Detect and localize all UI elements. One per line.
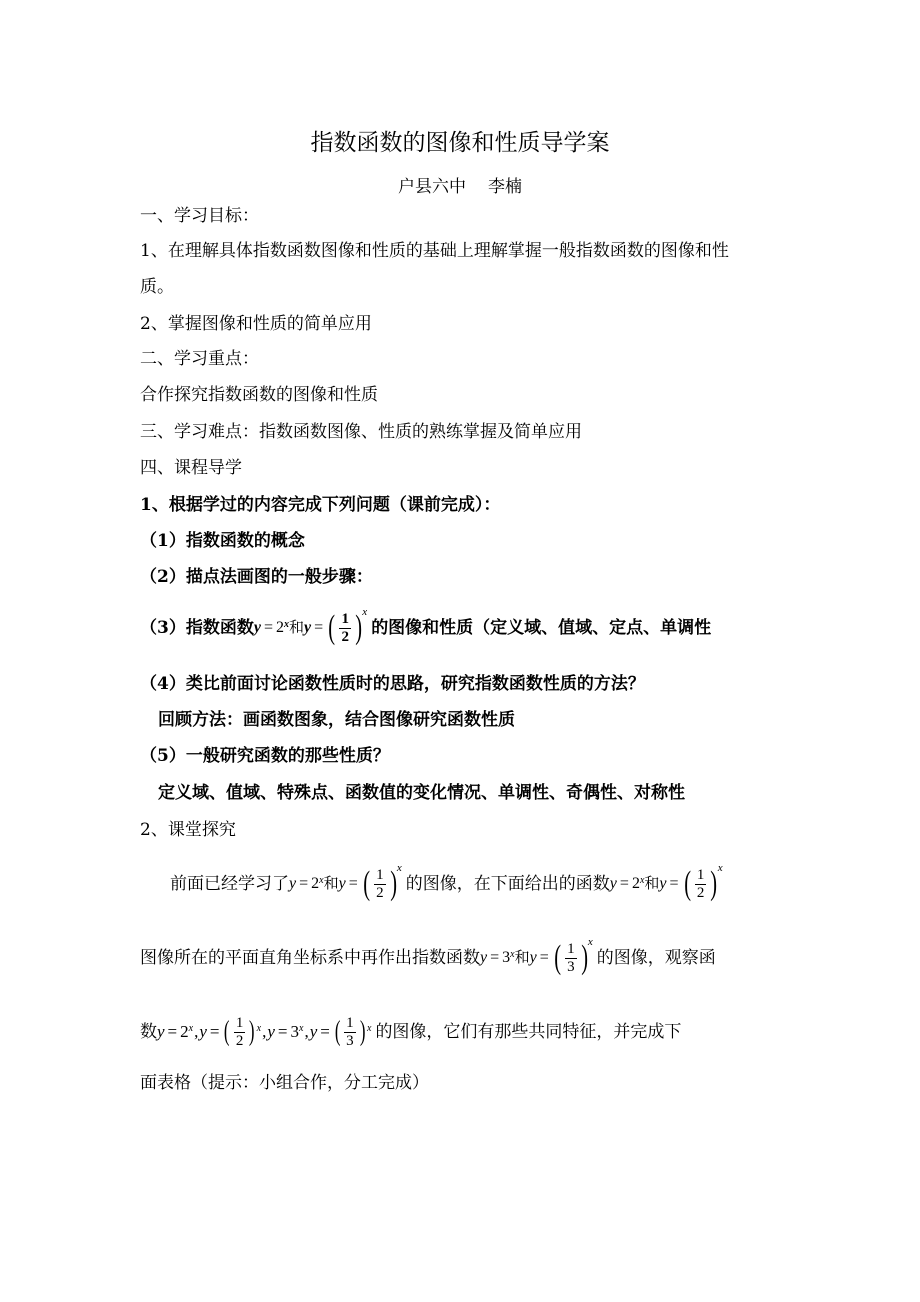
paragraph-line-2: 图像所在的平面直角坐标系中再作出指数函数 y = 3 $^x$ 和 y = ( $\frac{1}{3}$ ) x 的图像，观察函 [140, 936, 716, 976]
paragraph-line-1: 前面已经学习了 y = 2 $^x$ 和 y = ( $\frac{1}{2}$ ) x 的图像，在下面给出的函数 y = 2 $^x$ 和 y = ( $\frac{1}{2}$ ) x [170, 862, 723, 902]
formula-y-2x-and-half-x-b: y = 2 $^x$ 和 y = ( $\frac{1}{2}$ ) x [609, 862, 723, 902]
goal-1-line-a: 1、在理解具体指数函数图像和性质的基础上理解掌握一般指数函数的图像和性 [140, 241, 729, 261]
guide-heading: 四、课程导学 [140, 458, 242, 478]
class-heading: 2、课堂探究 [140, 820, 236, 840]
q3-prefix: （3）指数函数 [140, 618, 254, 638]
goal-2: 2、掌握图像和性质的简单应用 [140, 314, 372, 334]
paragraph-line-4: 面表格（提示：小组合作，分工完成） [140, 1073, 429, 1093]
question-1: （1）指数函数的概念 [140, 531, 305, 551]
question-4-answer: 回顾方法：画函数图象，结合图像研究函数性质 [158, 710, 515, 730]
formula-y-2x-and-half-x: y = 2 $^x$ 和 y = ( $\frac{1}{2}$ ) x [253, 606, 368, 646]
formula-y-3x-and-third-x: y = 3 $^x$ 和 y = ( $\frac{1}{3}$ ) x [480, 936, 593, 976]
question-3 [140, 606, 711, 650]
goal-1-line-b: 质。 [140, 277, 174, 297]
q3-suffix: 的图像和性质（定义域、值域、定点、单调性 [371, 618, 712, 638]
question-2: （2）描点法画图的一般步骤： [140, 567, 373, 587]
question-intro: 1、根据学过的内容完成下列问题（课前完成）： [140, 495, 501, 515]
page-title: 指数函数的图像和性质导学案 [310, 130, 610, 156]
focus-heading: 二、学习重点： [140, 349, 259, 369]
focus-text: 合作探究指数函数的图像和性质 [140, 385, 378, 405]
question-4: （4）类比前面讨论函数性质时的思路，研究指数函数性质的方法？ [140, 674, 645, 694]
paragraph-line-3: 数 y = 2 $^x$ , y = ( $\frac{1}{2}$ ) $^x$ , y = 3 $^x$ , y = ( $\frac{1}{3}$ ) $^x$ 的图像，它们有那些共同特征，并完成下 [140, 1014, 682, 1049]
formula-y-2x-and-half-x-a: y = 2 $^x$ 和 y = ( $\frac{1}{2}$ ) x [289, 862, 402, 902]
author-school: 户县六中 [398, 177, 466, 197]
formula-four-functions: y = 2 $^x$ , y = ( $\frac{1}{2}$ ) $^x$ , y = 3 $^x$ , y = ( $\frac{1}{3}$ ) $^x$ [157, 1014, 372, 1049]
author-line [0, 172, 920, 197]
author-name: 李楠 [488, 177, 522, 197]
question-5: （5）一般研究函数的那些性质？ [140, 746, 390, 766]
question-5-answer: 定义域、值域、特殊点、函数值的变化情况、单调性、奇偶性、对称性 [158, 783, 685, 803]
difficulty-line: 三、学习难点：指数函数图像、性质的熟练掌握及简单应用 [140, 422, 582, 442]
goals-heading: 一、学习目标： [140, 206, 259, 226]
